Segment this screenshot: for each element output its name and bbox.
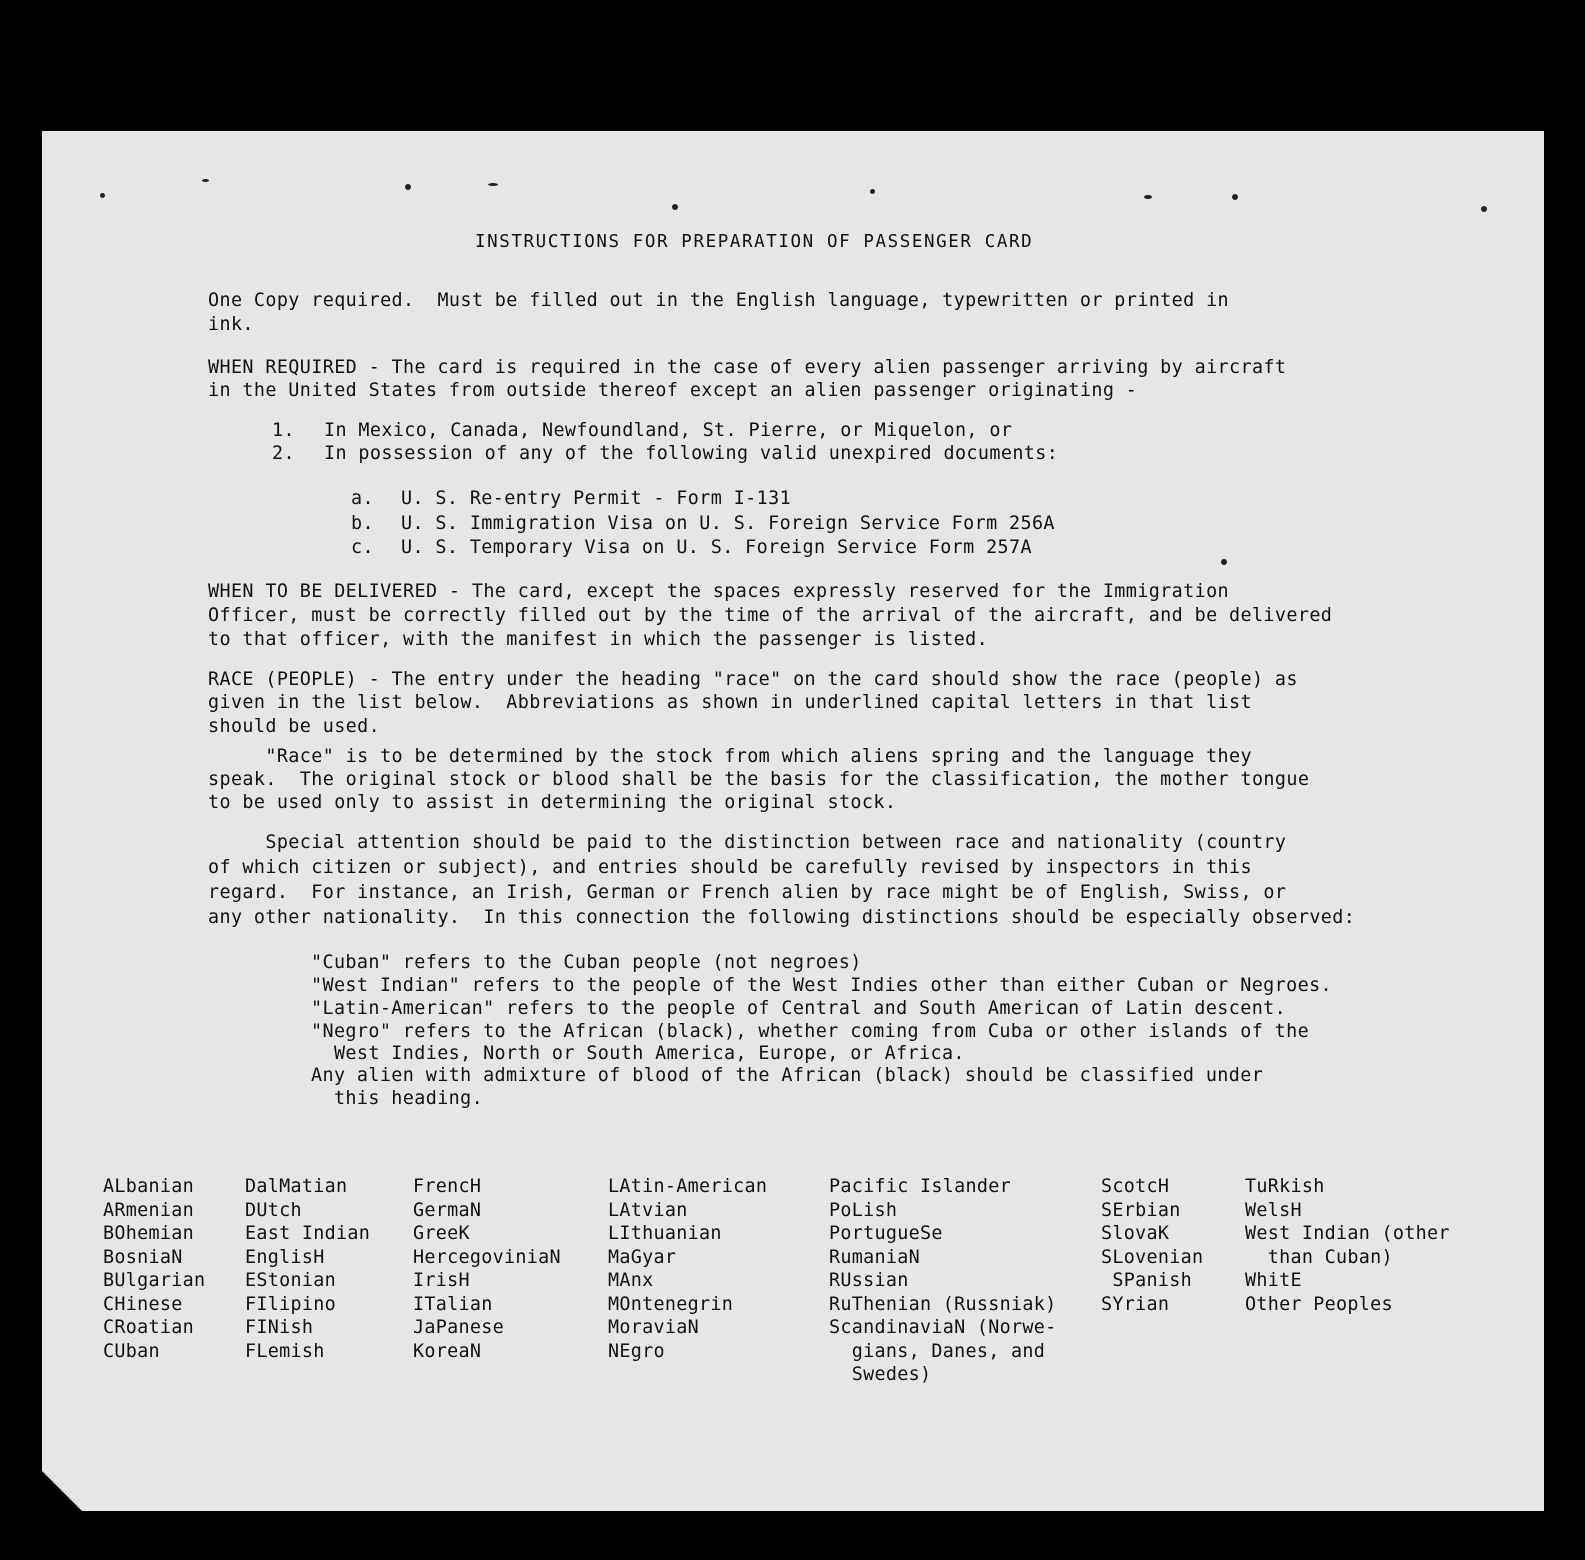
- race-list-item: EStonian: [245, 1270, 336, 1291]
- race-list-item: CHinese: [103, 1293, 183, 1315]
- race-list-item: KoreaN: [413, 1340, 482, 1362]
- race-list-item: GreeK: [413, 1223, 470, 1244]
- list-item-letter: c.: [351, 537, 374, 558]
- race-list-item: EnglisH: [245, 1246, 325, 1268]
- race-list-item: FINish: [245, 1317, 314, 1338]
- race-list-item: MOntenegrin: [608, 1293, 734, 1315]
- race-list-item: FrencH: [413, 1176, 482, 1197]
- race-list-item: CRoatian: [103, 1317, 194, 1338]
- folded-corner: [42, 1471, 82, 1511]
- race-list-column: [103, 1175, 205, 1363]
- race-list-item: ARmenian: [103, 1199, 194, 1221]
- race-list-item: RuThenian (Russniak): [829, 1293, 1057, 1315]
- race-list-item: PoLish: [829, 1199, 898, 1221]
- race-list-item: Pacific Islander: [829, 1176, 1011, 1197]
- race-list-item: WhitE: [1245, 1270, 1302, 1291]
- race-list-item: SYrian: [1101, 1293, 1170, 1315]
- race-list-item: than Cuban): [1245, 1246, 1393, 1268]
- race-list-item: gians, Danes, and: [829, 1340, 1046, 1362]
- race-list-item: ScotcH: [1101, 1176, 1170, 1197]
- race-list-item: SLovenian: [1101, 1246, 1204, 1268]
- speck: [672, 204, 678, 210]
- speck: [1481, 206, 1487, 212]
- race-list-item: SlovaK: [1101, 1223, 1170, 1244]
- race-list-item: GermaN: [413, 1199, 482, 1221]
- speck: [870, 189, 875, 194]
- race-list-item: Swedes): [829, 1364, 932, 1385]
- race-list-item: NEgro: [608, 1340, 665, 1362]
- race-list-column: [1245, 1175, 1450, 1316]
- list-item-letter: b.: [351, 513, 374, 534]
- race-list-item: MoraviaN: [608, 1317, 699, 1338]
- page-title: INSTRUCTIONS FOR PREPARATION OF PASSENGER CARD: [475, 232, 1034, 252]
- speck: [405, 184, 411, 190]
- race-list-item: LAtvian: [608, 1199, 688, 1221]
- speck: [1221, 559, 1227, 565]
- race-list-item: Other Peoples: [1245, 1293, 1393, 1315]
- race-list-item: RumaniaN: [829, 1246, 920, 1268]
- race-list-item: ScandinaviaN (Norwe-: [829, 1317, 1057, 1338]
- race-list-item: TuRkish: [1245, 1176, 1325, 1197]
- race-list-item: CUban: [103, 1340, 160, 1362]
- speck: [488, 183, 498, 186]
- speck: [202, 179, 209, 182]
- race-list-item: PortugueSe: [829, 1223, 943, 1244]
- race-list-column: [608, 1175, 767, 1363]
- race-list-item: ITalian: [413, 1293, 493, 1315]
- race-list-column: [245, 1175, 370, 1363]
- speck: [1232, 194, 1238, 200]
- list-item-number: 1.: [272, 420, 295, 441]
- race-list-item: IrisH: [413, 1270, 470, 1291]
- race-list-item: ALbanian: [103, 1176, 194, 1197]
- race-list-item: WelsH: [1245, 1199, 1302, 1221]
- race-list-item: MaGyar: [608, 1246, 677, 1268]
- list-item: U. S. Temporary Visa on U. S. Foreign Service Form 257A: [401, 537, 1032, 558]
- race-list-column: [413, 1175, 561, 1363]
- race-list-item: BosniaN: [103, 1246, 183, 1268]
- race-list-item: MAnx: [608, 1270, 654, 1291]
- race-list-item: West Indian (other: [1245, 1223, 1450, 1244]
- race-list-item: SPanish: [1101, 1270, 1192, 1291]
- race-list-item: DalMatian: [245, 1176, 348, 1197]
- race-list-item: JaPanese: [413, 1317, 504, 1338]
- list-item: U. S. Re-entry Permit - Form I-131: [401, 488, 792, 509]
- race-list-item: SErbian: [1101, 1199, 1181, 1221]
- race-list-item: BOhemian: [103, 1223, 194, 1244]
- speck: [100, 193, 105, 198]
- list-item: In Mexico, Canada, Newfoundland, St. Pierre, or Miquelon, or: [324, 420, 1013, 441]
- race-list-item: RUssian: [829, 1270, 909, 1291]
- speck: [1144, 195, 1152, 199]
- race-list-column: [829, 1175, 1056, 1387]
- document-page: INSTRUCTIONS FOR PREPARATION OF PASSENGER CARD One Copy required. Must be filled out in the English language, typewritten or printed in ink. WHEN REQUIRED - The card is required in the case of every alien passenger arriving by aircraft in the United States from outside thereof except an alien passenger originating - 1. In Mexico, Canada, Newfoundland, St. Pierre, or Miquelon, or 2. In possession of any of the following valid unexpired documents: a. U. S. Re-entry Permit - Form I-131 b. U. S. Immigration Visa on U. S. Foreign Service Form 256A c. U. S. Temporary Visa on U. S. Foreign Service Form 257A WHEN TO BE DELIVERED - The card, except the spaces expressly reserved for the Immigration Officer, must be correctly filled out by the time of the arrival of the aircraft, and be delivered to that officer, with the manifest in which the passenger is listed. RACE (PEOPLE) - The entry under the heading "race" on the card should show the race (people) as given in the list below. Abbreviations as shown in underlined capital letters in that list should be used. "Race" is to be determined by the stock from which aliens spring and the language they speak. The original stock or blood shall be the basis for the classification, the mother tongue to be used only to assist in determining the original stock. Special attention should be paid to the distinction between race and nationality (country of which citizen or subject), and entries should be carefully revised by inspectors in this regard. For instance, an Irish, German or French alien by race might be of English, Swiss, or any other nationality. In this connection the following distinctions should be especially observed: "Cuban" refers to the Cuban people (not negroes) "West Indian" refers to the people of the West Indies other than either Cuban or Negroes. "Latin-American" refers to the people of Central and South American of Latin descent. "Negro" refers to the African (black), whether coming from Cuba or other islands of the West Indies, North or South America, Europe, or Africa. Any alien with admixture of blood of the African (black) should be classified under this heading. ALbanian ARmenian BOhemian BosniaN BUlgarian CHinese CRoatian CUban DalMatian DUtch East Indian EnglisH EStonian FIlipino FINish FLemish FrencH GermaN GreeK HercegoviniaN IrisH ITalian JaPanese KoreaN LAtin-American LAtvian LIthuanian MaGyar MAnx MOntenegrin MoraviaN NEgro Pacific Islander PoLish PortugueSe RumaniaN RUssian RuThenian (Russniak) ScandinaviaN (Norwe- gians, Danes, and Swedes) ScotcH SErbian SlovaK SLovenian SPanish SYrian TuRkish WelsH West Indian (other than Cuban) WhitE Other Peoples: [42, 131, 1544, 1511]
- race-list-item: FLemish: [245, 1340, 325, 1362]
- race-list-column: [1101, 1175, 1203, 1316]
- list-item-number: 2.: [272, 443, 295, 464]
- list-item: U. S. Immigration Visa on U. S. Foreign Service Form 256A: [401, 513, 1055, 534]
- list-item: In possession of any of the following valid unexpired documents:: [324, 443, 1059, 464]
- list-item-letter: a.: [351, 488, 374, 509]
- race-list-item: LAtin-American: [608, 1176, 768, 1197]
- race-list-item: HercegoviniaN: [413, 1246, 561, 1268]
- race-list-item: East Indian: [245, 1223, 371, 1244]
- race-list-item: BUlgarian: [103, 1270, 206, 1291]
- race-list-item: LIthuanian: [608, 1223, 722, 1244]
- race-list-item: DUtch: [245, 1199, 302, 1221]
- race-list-item: FIlipino: [245, 1293, 336, 1315]
